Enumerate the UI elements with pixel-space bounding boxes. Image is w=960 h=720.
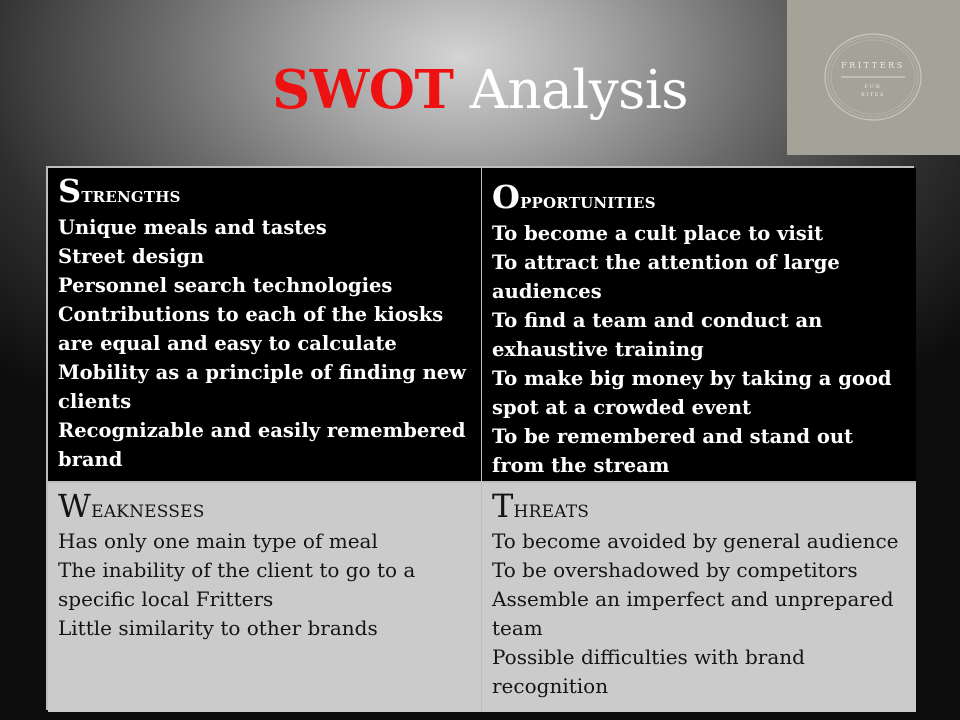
logo-bottom-text-2: BITES bbox=[860, 92, 886, 98]
list-item: To become avoided by general audience bbox=[492, 529, 899, 553]
fritters-logo bbox=[823, 32, 923, 122]
list-item: To be remembered and stand out from the stream bbox=[492, 425, 854, 477]
threats-quadrant bbox=[482, 483, 916, 712]
threats-list bbox=[492, 527, 906, 701]
list-item: To be overshadowed by competitors bbox=[492, 558, 858, 582]
list-item: Unique meals and tastes bbox=[58, 216, 327, 239]
opportunities-heading: Opportunities bbox=[492, 178, 656, 216]
strengths-heading: Strengths bbox=[58, 172, 181, 210]
list-item: Personnel search technologies bbox=[58, 274, 393, 297]
list-item: Contributions to each of the kiosks are equal and easy to calculate bbox=[58, 303, 444, 355]
opportunities-quadrant bbox=[482, 168, 916, 483]
list-item: Little similarity to other brands bbox=[58, 616, 378, 640]
title-rest-text: Analysis bbox=[453, 60, 688, 121]
strengths-quadrant bbox=[48, 168, 482, 483]
opportunities-list bbox=[492, 219, 906, 480]
list-item: To become a cult place to visit bbox=[492, 222, 824, 245]
list-item: To find a team and conduct an exhaustive training bbox=[492, 309, 823, 361]
list-item: Has only one main type of meal bbox=[58, 529, 378, 553]
list-item: To make big money by taking a good spot at a crowded event bbox=[492, 367, 892, 419]
list-item: Recognizable and easily remembered brand bbox=[58, 419, 466, 471]
list-item: Possible difficulties with brand recognition bbox=[492, 645, 805, 698]
list-item: Assemble an imperfect and unprepared team bbox=[492, 587, 894, 640]
logo-bottom-text-1: FUN bbox=[864, 84, 882, 90]
list-item: The inability of the client to go to a specific local Fritters bbox=[58, 558, 416, 611]
strengths-list bbox=[58, 213, 471, 474]
logo-top-text: FRITTERS bbox=[841, 61, 905, 70]
threats-heading: Threats bbox=[492, 487, 590, 525]
weaknesses-list bbox=[58, 527, 471, 643]
swot-table bbox=[46, 166, 914, 710]
list-item: Mobility as a principle of finding new clients bbox=[58, 361, 466, 413]
list-item: To attract the attention of large audiences bbox=[492, 251, 840, 303]
title-accent-word: SWOT bbox=[271, 59, 454, 121]
weaknesses-heading: Weaknesses bbox=[58, 487, 205, 525]
list-item: Street design bbox=[58, 245, 205, 268]
weaknesses-quadrant bbox=[48, 483, 482, 712]
